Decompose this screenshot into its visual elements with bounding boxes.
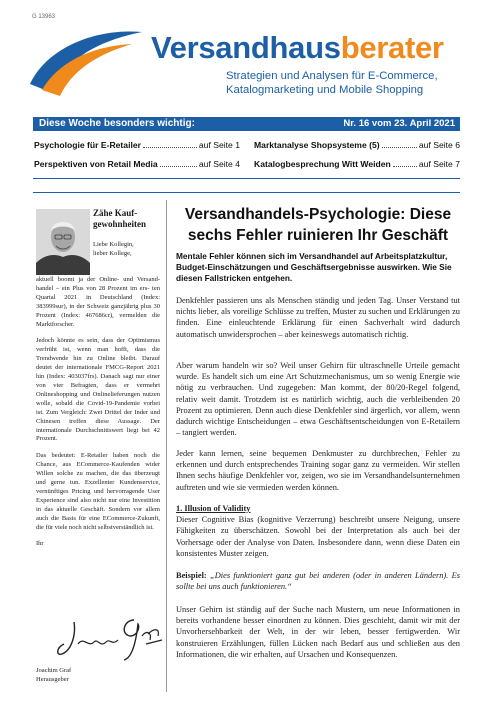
article-paragraph-text: Dieser Cognitive Bias (kognitive Verzerrung) beschreibt unsere Neigung, unsere Fähigkeiten zu überschätzen. Sowohl bei der Interpretation als auch bei der Vorhersage oder der Analyse von Daten. Insbesondere dann, wenn diese Daten ein konsistentes Muster zeigen. bbox=[176, 515, 460, 558]
divider bbox=[33, 178, 460, 179]
article-title-line: Versandhandels-Psychologie: Diese bbox=[184, 206, 452, 223]
divider bbox=[33, 192, 460, 193]
editorial-heading-line: Zähe Kauf- bbox=[93, 208, 138, 218]
toc-leader bbox=[393, 166, 417, 167]
article-paragraph bbox=[176, 295, 460, 340]
article-title bbox=[176, 204, 460, 246]
editorial-intro-line: aktuell boomt ja der Online- und Versand- bbox=[36, 276, 160, 283]
article-paragraph-text: Jeder kann lernen, seine bequemen Denkmuster zu durchbrechen, Fehler zu erkennen und durch entsprechendes Training sogar ganz zu vermeiden. Wir stellen Ihnen sechs häufige Denkfehler vor, zeigen, wo sie im Versandhandelsunternehmen auftreten und wie sie vermieden werden können. bbox=[176, 449, 460, 492]
example-text: „Dies funktioniert ganz gut bei anderen (oder in anderen Ländern). Es sollte bei uns auch funktionieren.“ bbox=[176, 571, 460, 592]
editorial-heading-line: gewohnheiten bbox=[93, 219, 147, 229]
toc-leader bbox=[160, 166, 197, 167]
editorial-salutation bbox=[93, 241, 159, 259]
article-example bbox=[176, 570, 460, 592]
toc-item-title: Marktanalyse Shopsysteme (5) bbox=[254, 140, 380, 150]
article-title-line: sechs Fehler ruinieren Ihr Geschäft bbox=[187, 227, 449, 244]
toc-item-psychologie[interactable] bbox=[34, 140, 240, 150]
brand-subtitle-2: Katalogmarketing und Mobile Shopping bbox=[226, 84, 424, 96]
column-divider bbox=[166, 200, 167, 692]
editorial-heading bbox=[93, 208, 146, 230]
article-paragraph bbox=[176, 448, 460, 493]
article-paragraph-text: Unser Gehirn ist ständig auf der Suche nach Mustern, um neue Informationen in bereits vorhandene besser einordnen zu können. Dies geschieht, damit wir mit der Unvorhersehbarkeit der Welt, in der wir leben, besser fertigwerden. Wir konstruieren Erzählungen, füllen Lücken nach Bedarf aus und schließen aus den Informationen, die wir erhalten, auf Ursachen und Konsequenzen. bbox=[176, 605, 460, 659]
article-paragraph-text: Aber warum handeln wir so? Weil unser Gehirn für ultraschnelle Urteile gemacht wurde. Es handelt sich um eine Art Schutzmechanismus, um so wenig Energie wie nötig zu verbrauchen. Und zugegeben: Man kommt, der 80/20-Regel folgend, relativ weit damit. Trotzdem ist es natürlich wichtig, auch die verbleibenden 20 Prozent zu optimieren. Denn auch diese Denkfehler sind ärgerlich, vor allem, wenn dadurch wichtige Entscheidungen – etwa Geschäftsentscheidungen von E-Retailern – tangiert werden. bbox=[176, 361, 460, 438]
article-section bbox=[176, 503, 460, 559]
highlights-bar bbox=[33, 117, 460, 131]
article-lead: Mentale Fehler können sich im Versandhandel auf Arbeitsplatzkultur, Budget-Einschätzungen und Geschäftsergebnisse auswirken. Wie Sie diesen Fallstricken entgehen. bbox=[176, 251, 452, 284]
toc-item-title: Psychologie für E-Retailer bbox=[34, 140, 141, 150]
section-heading: 1. Illusion of Validity bbox=[176, 504, 251, 513]
author-role: Herausgeber bbox=[36, 676, 69, 683]
editorial-text bbox=[36, 276, 160, 549]
toc-item-witt-weiden[interactable] bbox=[254, 159, 460, 169]
editorial-paragraph: ten Quartal 2021 in Deutschland (Index: 383999sur), in der Schweiz ganzjährig plus 30 Prozent (Index: 467686cr), vermelden die Marktforscher. bbox=[36, 284, 160, 328]
toc-item-page: auf Seite 1 bbox=[198, 140, 240, 150]
portrait-photo-icon bbox=[36, 209, 90, 275]
toc-leader bbox=[143, 147, 197, 148]
editorial-intro-line: handel – ein Plus von 28 Prozent im ers- bbox=[36, 284, 150, 292]
article-paragraph bbox=[176, 360, 460, 438]
handwritten-signature-icon bbox=[54, 614, 164, 664]
issue-number: Nr. 16 vom 23. April 2021 bbox=[343, 118, 455, 129]
article-paragraph-text: Denkfehler passieren uns als Menschen ständig und jeden Tag. Unser Verstand tut nichts lieber, als voreilige Schlüsse zu treffen, Muster zu suchen und Erklärungen zu finden. Eine einleuchtende Erklärung für einen Sachverhalt wird dadurch automatisch unwidersprochen – aber keineswegs automatisch richtig. bbox=[176, 296, 460, 339]
author-name: Joachim Graf bbox=[36, 667, 72, 674]
brand-logo-icon bbox=[28, 26, 144, 98]
editorial-closing: Ihr bbox=[36, 540, 44, 548]
brand-accent: berater bbox=[340, 30, 444, 65]
editorial-paragraph: Das bedeutet: E-Retailer haben noch die Chance, aus ECommerce-Kaufenden wider Willen solche zu machen, die das überzeugt und gerne tun. Exzellenter Kundenservice, vernünftiges Pricing und hervorragende User Experience sind also nicht nur eine Investition in das aktuelle Geschäft. Sondern vor allem auch die Basis für eine ECommerce-Zukunft, die für viele noch nicht selbstverständlich ist. bbox=[36, 452, 160, 531]
toc-item-title: Perspektiven von Retail Media bbox=[34, 159, 158, 169]
highlights-heading: Diese Woche besonders wichtig: bbox=[39, 118, 195, 129]
brand-name bbox=[151, 30, 444, 66]
toc-item-shopsysteme[interactable] bbox=[254, 140, 460, 150]
editorial-signoff bbox=[36, 666, 156, 684]
editorial-paragraph: Jedoch könnte es sein, dass der Optimismus verfrüht ist, wenn man hofft, dass die Trendwende hin zu Online bleibt. Darauf deutet der internationale FMCG-Report 2021 hin (Index: 403037frs). Danach sagt nur einer von vier Befragten, dass er vermehrt Onlineshopping und Onlinelieferungen nutzen wolle, sobald die Covid-19-Pandemie vorbei ist. Zum Vergleich: Zwei Drittel der Inder und Chinesen treffen diese Aussage. Der internationale Durchschnittswert liegt bei 42 Prozent. bbox=[36, 337, 160, 443]
publication-code: G 13963 bbox=[32, 14, 56, 20]
example-label: Beispiel: bbox=[176, 571, 207, 580]
article-paragraph bbox=[176, 604, 460, 660]
toc-item-retail-media[interactable] bbox=[34, 159, 240, 169]
brand-subtitle-1: Strategien und Analysen für E-Commerce, bbox=[226, 70, 438, 82]
salutation-line: lieber Kollege, bbox=[93, 249, 132, 257]
toc-item-page: auf Seite 6 bbox=[418, 140, 460, 150]
salutation-line: Liebe Kollegin, bbox=[93, 241, 134, 248]
toc-leader bbox=[382, 147, 417, 148]
toc-item-title: Katalogbesprechung Witt Weiden bbox=[254, 159, 391, 169]
toc-item-page: auf Seite 7 bbox=[418, 159, 460, 169]
toc-item-page: auf Seite 4 bbox=[198, 159, 240, 169]
brand-main: Versandhaus bbox=[151, 30, 341, 65]
